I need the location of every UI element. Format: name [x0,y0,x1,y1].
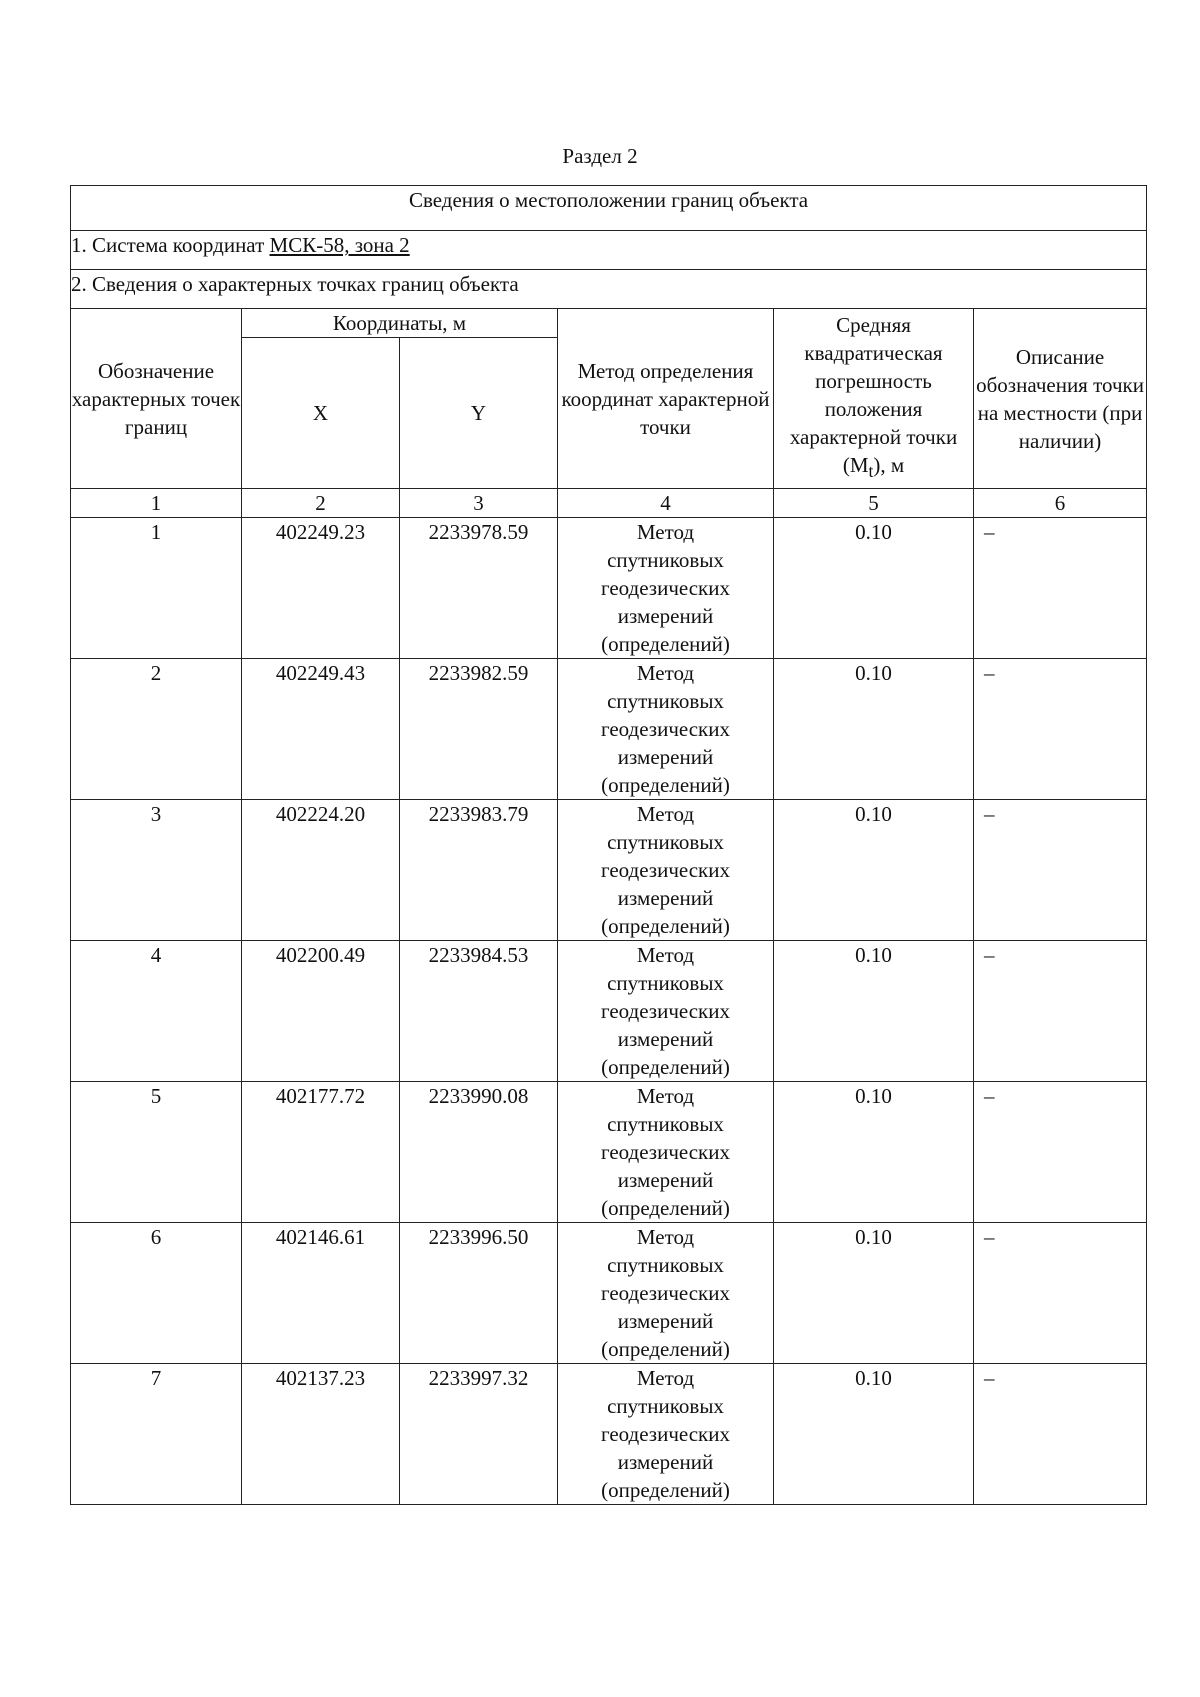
header-description: Описание обозначения точки на местности (при наличии) [974,309,1147,489]
column-number: 1 [71,489,242,518]
method-line: Метод [636,1084,695,1108]
table-title: Сведения о местоположении границ объекта [71,186,1147,231]
table-row [71,1223,1147,1364]
table-row [71,518,1147,659]
method-line: измерений [617,886,714,910]
coordinate-x: 402177.72 [242,1082,400,1223]
description-value: – [974,800,1147,941]
table-row [71,1082,1147,1223]
coordinate-x: 402249.43 [242,659,400,800]
error-value: 0.10 [774,1082,974,1223]
column-number: 2 [242,489,400,518]
header-designation: Обозначение характерных точек границ [71,309,242,489]
coordinate-x: 402146.61 [242,1223,400,1364]
method-line: Метод [636,1225,695,1249]
points-heading: 2. Сведения о характерных точках границ объекта [71,270,1147,309]
method-line: геодезических [600,1281,730,1305]
method-line: геодезических [600,858,730,882]
error-value: 0.10 [774,941,974,1082]
method-cell [558,1082,774,1223]
method-line: спутниковых [607,1112,724,1136]
header-error-tail: ), м [873,453,905,478]
error-value: 0.10 [774,800,974,941]
error-value: 0.10 [774,659,974,800]
point-number: 7 [71,1364,242,1505]
method-line: измерений [617,604,714,628]
method-line: Метод [636,520,695,544]
column-number: 6 [974,489,1147,518]
coordinate-y: 2233983.79 [400,800,558,941]
coordinate-y: 2233982.59 [400,659,558,800]
method-cell [558,1364,774,1505]
coordinate-y: 2233997.32 [400,1364,558,1505]
header-coordinates: Координаты, м [242,309,558,338]
method-line: (определений) [601,1478,730,1502]
point-number: 2 [71,659,242,800]
coordinate-y: 2233996.50 [400,1223,558,1364]
column-number: 4 [558,489,774,518]
table-row [71,1364,1147,1505]
boundary-points-table [70,185,1147,1505]
coordinate-system-value: МСК-58, зона 2 [269,233,410,257]
method-line: геодезических [600,999,730,1023]
header-error-main: Средняя квадратическая погрешность положения характерной точки (M [789,313,958,478]
method-cell [558,800,774,941]
error-value: 0.10 [774,518,974,659]
description-value: – [974,1223,1147,1364]
section-title: Раздел 2 [562,144,638,168]
method-line: спутниковых [607,971,724,995]
method-line: (определений) [601,1196,730,1220]
coordinate-system [71,231,1147,270]
header-y: Y [400,338,558,489]
method-line: измерений [617,1309,714,1333]
description-value: – [974,518,1147,659]
coordinate-system-label: 1. Система координат [71,233,270,257]
column-number: 5 [774,489,974,518]
coordinate-x: 402249.23 [242,518,400,659]
method-line: Метод [636,802,695,826]
method-line: геодезических [600,1422,730,1446]
point-number: 5 [71,1082,242,1223]
method-line: спутниковых [607,1253,724,1277]
point-number: 4 [71,941,242,1082]
method-line: Метод [636,661,695,685]
method-line: измерений [617,745,714,769]
method-line: Метод [636,1366,695,1390]
method-line: геодезических [600,717,730,741]
error-value: 0.10 [774,1223,974,1364]
table-row [71,800,1147,941]
method-cell [558,518,774,659]
coordinate-x: 402137.23 [242,1364,400,1505]
description-value: – [974,659,1147,800]
point-number: 1 [71,518,242,659]
method-line: спутниковых [607,1394,724,1418]
description-value: – [974,941,1147,1082]
method-line: измерений [617,1450,714,1474]
coordinate-y: 2233990.08 [400,1082,558,1223]
header-method: Метод определения координат характерной точки [558,309,774,489]
coordinate-x: 402200.49 [242,941,400,1082]
method-line: (определений) [601,1055,730,1079]
point-number: 3 [71,800,242,941]
method-line: (определений) [601,632,730,656]
column-number: 3 [400,489,558,518]
method-line: геодезических [600,1140,730,1164]
description-value: – [974,1364,1147,1505]
header-error-subscript: t [868,461,874,482]
error-value: 0.10 [774,1364,974,1505]
method-cell [558,659,774,800]
header-x: X [242,338,400,489]
table-row [71,659,1147,800]
method-cell [558,941,774,1082]
coordinate-y: 2233984.53 [400,941,558,1082]
method-line: Метод [636,943,695,967]
point-number: 6 [71,1223,242,1364]
method-line: измерений [617,1168,714,1192]
method-line: спутниковых [607,689,724,713]
method-line: (определений) [601,914,730,938]
method-line: спутниковых [607,830,724,854]
coordinate-x: 402224.20 [242,800,400,941]
method-line: геодезических [600,576,730,600]
method-cell [558,1223,774,1364]
coordinate-y: 2233978.59 [400,518,558,659]
method-line: (определений) [601,1337,730,1361]
method-line: измерений [617,1027,714,1051]
description-value: – [974,1082,1147,1223]
method-line: спутниковых [607,548,724,572]
table-row [71,941,1147,1082]
header-error [774,309,974,489]
method-line: (определений) [601,773,730,797]
